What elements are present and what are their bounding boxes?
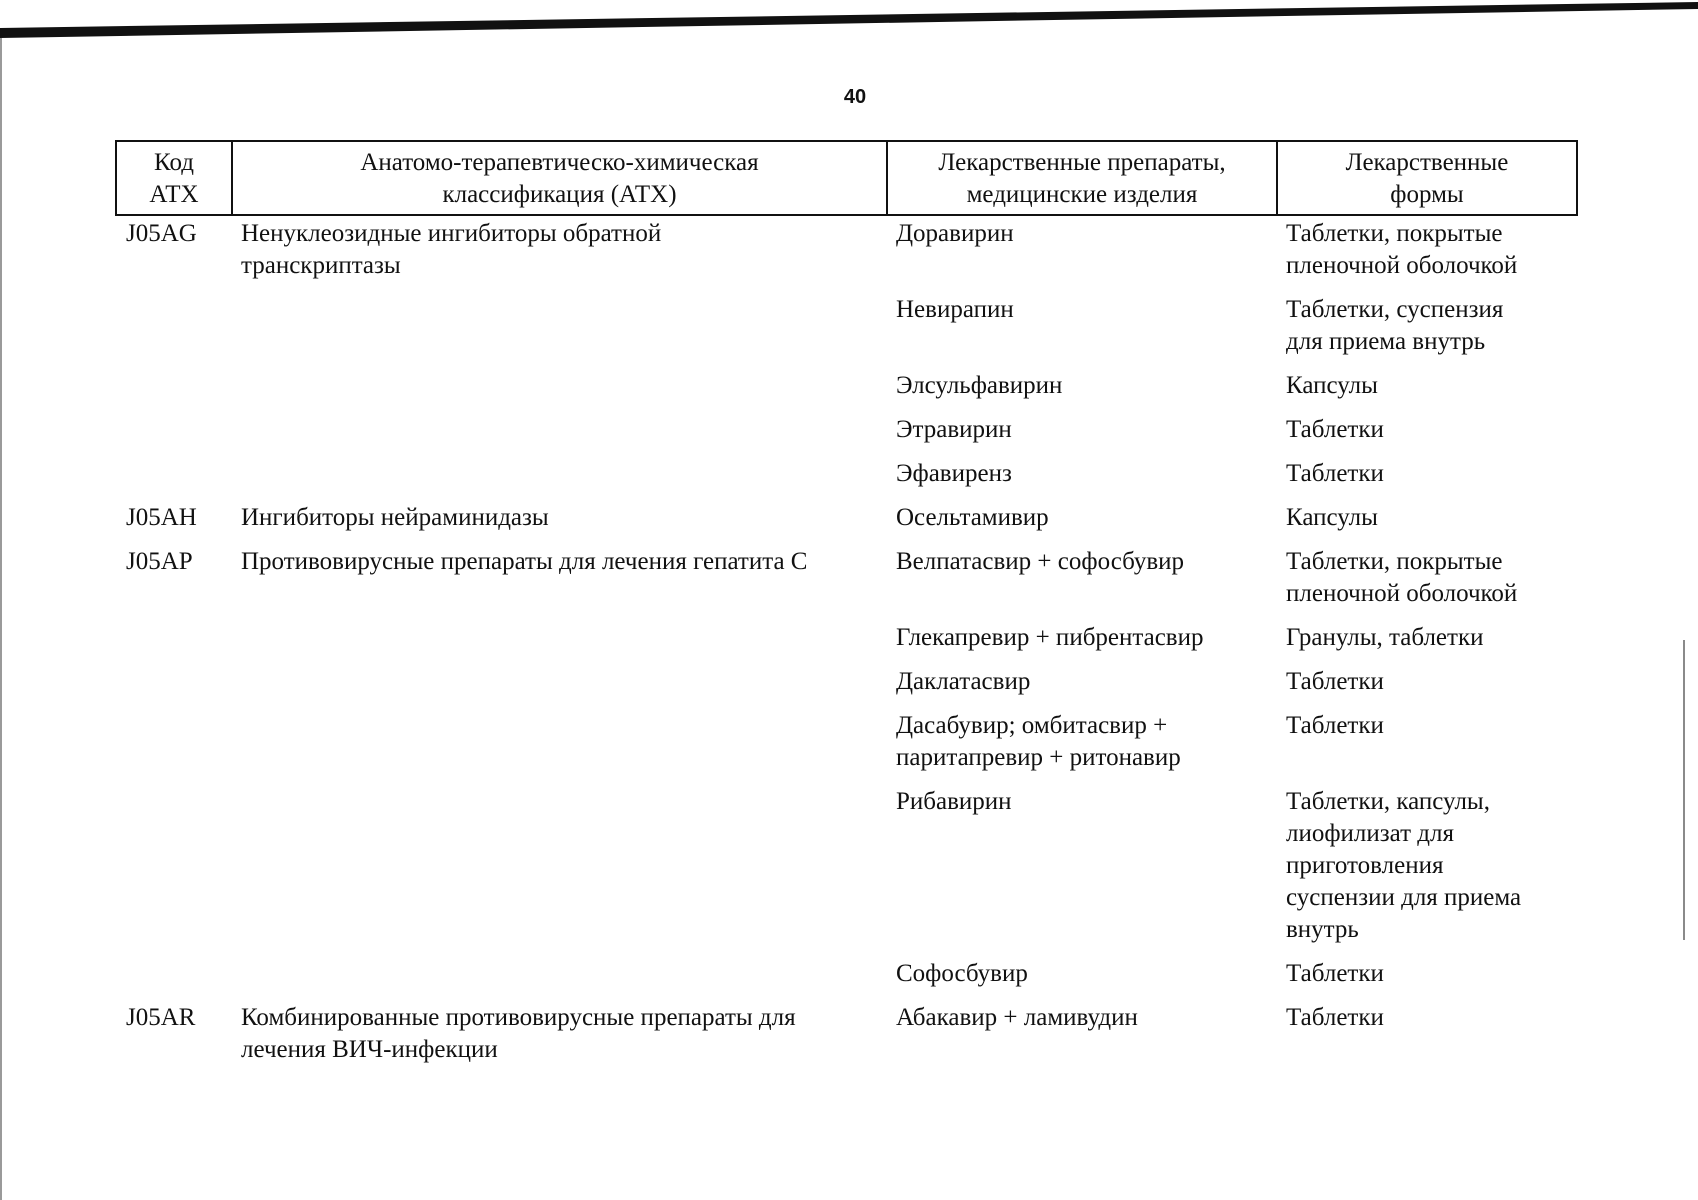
atc-code: J05AG xyxy=(126,220,197,247)
drug-name xyxy=(884,546,1274,610)
table-row xyxy=(115,294,1578,358)
dosage-form xyxy=(1274,622,1578,654)
table-row xyxy=(115,786,1578,946)
drug-name-line: паритапревир + ритонавир xyxy=(896,744,1181,771)
atc-classification xyxy=(229,622,884,654)
atc-classification-line: Ингибиторы нейраминидазы xyxy=(241,504,549,531)
drug-name-line: Невирапин xyxy=(896,296,1014,323)
drug-name xyxy=(884,622,1274,654)
atc-classification-line: Комбинированные противовирусные препараты для xyxy=(241,1004,796,1031)
dosage-form xyxy=(1274,458,1578,490)
atc-code xyxy=(115,294,229,358)
top-border-rule xyxy=(0,0,1698,40)
dosage-form-line: Таблетки, покрытые xyxy=(1286,548,1503,575)
atc-classification xyxy=(229,458,884,490)
atc-classification xyxy=(229,502,884,534)
header-code xyxy=(117,142,231,214)
atc-classification-line: Противовирусные препараты для лечения гепатита С xyxy=(241,548,808,575)
atc-code xyxy=(115,786,229,946)
drug-name xyxy=(884,1002,1274,1066)
header-classification xyxy=(231,142,886,214)
atc-classification xyxy=(229,786,884,946)
dosage-form xyxy=(1274,370,1578,402)
atc-code xyxy=(115,370,229,402)
header-drugs-line: Лекарственные препараты, xyxy=(938,149,1226,176)
atc-classification-line: транскриптазы xyxy=(241,252,401,279)
drug-name xyxy=(884,786,1274,946)
dosage-form-line: суспензии для приема xyxy=(1286,884,1522,911)
header-classification-line: классификация (АТХ) xyxy=(442,181,677,208)
table-row xyxy=(115,622,1578,654)
dosage-form-line: Таблетки xyxy=(1286,712,1384,739)
drug-name-line: Дасабувир; омбитасвир + xyxy=(896,712,1168,739)
atc-classification xyxy=(229,294,884,358)
dosage-form-line: Таблетки xyxy=(1286,668,1384,695)
dosage-form xyxy=(1274,710,1578,774)
drug-name-line: Осельтамивир xyxy=(896,504,1049,531)
atc-code xyxy=(115,666,229,698)
table-row xyxy=(115,414,1578,446)
atc-classification-line: лечения ВИЧ-инфекции xyxy=(241,1036,498,1063)
table-row xyxy=(115,458,1578,490)
atc-classification xyxy=(229,546,884,610)
drug-name xyxy=(884,710,1274,774)
atc-classification xyxy=(229,710,884,774)
dosage-form xyxy=(1274,546,1578,610)
header-classification-line: Анатомо-терапевтическо-химическая xyxy=(360,149,759,176)
dosage-form xyxy=(1274,294,1578,358)
atc-classification xyxy=(229,370,884,402)
dosage-form-line: Таблетки, покрытые xyxy=(1286,220,1503,247)
drug-name-line: Эфавиренз xyxy=(896,460,1012,487)
drug-name xyxy=(884,502,1274,534)
atc-classification xyxy=(229,218,884,282)
table-header xyxy=(115,140,1578,216)
dosage-form xyxy=(1274,958,1578,990)
dosage-form-line: пленочной оболочкой xyxy=(1286,252,1518,279)
header-forms xyxy=(1276,142,1576,214)
table-row xyxy=(115,1002,1578,1066)
dosage-form xyxy=(1274,414,1578,446)
drug-name-line: Этравирин xyxy=(896,416,1012,443)
dosage-form-line: Таблетки xyxy=(1286,460,1384,487)
header-drugs-line: медицинские изделия xyxy=(966,181,1198,208)
drug-name-line: Глекапревир + пибрентасвир xyxy=(896,624,1204,651)
table-row xyxy=(115,666,1578,698)
drug-name xyxy=(884,666,1274,698)
header-code-line: АТХ xyxy=(149,181,199,208)
drug-name-line: Доравирин xyxy=(896,220,1014,247)
atc-code xyxy=(115,414,229,446)
atc-code: J05AR xyxy=(126,1004,196,1031)
drug-name-line: Абакавир + ламивудин xyxy=(896,1004,1138,1031)
header-code-line: Код xyxy=(154,149,194,176)
drug-name-line: Велпатасвир + софосбувир xyxy=(896,548,1185,575)
dosage-form-line: Таблетки, суспензия xyxy=(1286,296,1504,323)
atc-classification xyxy=(229,958,884,990)
drug-name xyxy=(884,218,1274,282)
atc-classification-line: Ненуклеозидные ингибиторы обратной xyxy=(241,220,662,247)
table-row xyxy=(115,370,1578,402)
drug-name xyxy=(884,294,1274,358)
dosage-form-line: Капсулы xyxy=(1286,372,1378,399)
table-row xyxy=(115,502,1578,534)
dosage-form-line: Таблетки xyxy=(1286,416,1384,443)
table-body xyxy=(115,218,1578,1078)
header-drugs xyxy=(886,142,1276,214)
table-row xyxy=(115,218,1578,282)
drug-name-line: Рибавирин xyxy=(896,788,1012,815)
table-row xyxy=(115,958,1578,990)
dosage-form-line: пленочной оболочкой xyxy=(1286,580,1518,607)
dosage-form-line: приготовления xyxy=(1286,852,1444,879)
dosage-form xyxy=(1274,786,1578,946)
dosage-form-line: лиофилизат для xyxy=(1286,820,1454,847)
drug-name xyxy=(884,458,1274,490)
table-row xyxy=(115,546,1578,610)
atc-classification xyxy=(229,666,884,698)
dosage-form xyxy=(1274,502,1578,534)
drug-name-line: Элсульфавирин xyxy=(896,372,1063,399)
atc-classification xyxy=(229,414,884,446)
dosage-form-line: Таблетки xyxy=(1286,1004,1384,1031)
atc-code xyxy=(115,710,229,774)
drug-name xyxy=(884,370,1274,402)
left-page-edge xyxy=(0,38,2,1200)
dosage-form-line: Таблетки xyxy=(1286,960,1384,987)
atc-code xyxy=(115,458,229,490)
dosage-form-line: внутрь xyxy=(1286,916,1359,943)
drug-name xyxy=(884,414,1274,446)
header-forms-line: Лекарственные xyxy=(1345,149,1509,176)
dosage-form xyxy=(1274,218,1578,282)
dosage-form xyxy=(1274,666,1578,698)
dosage-form-line: для приема внутрь xyxy=(1286,328,1486,355)
atc-code xyxy=(115,622,229,654)
dosage-form-line: Капсулы xyxy=(1286,504,1378,531)
header-forms-line: формы xyxy=(1390,181,1464,208)
dosage-form-line: Гранулы, таблетки xyxy=(1286,624,1484,651)
page-number: 40 xyxy=(843,86,867,108)
dosage-form-line: Таблетки, капсулы, xyxy=(1286,788,1490,815)
atc-code: J05AP xyxy=(126,548,193,575)
drug-name-line: Софосбувир xyxy=(896,960,1028,987)
right-page-edge xyxy=(1683,640,1685,940)
drug-name-line: Даклатасвир xyxy=(896,668,1031,695)
atc-code xyxy=(115,958,229,990)
atc-code: J05AH xyxy=(126,504,197,531)
dosage-form xyxy=(1274,1002,1578,1066)
table-row xyxy=(115,710,1578,774)
atc-classification xyxy=(229,1002,884,1066)
drug-name xyxy=(884,958,1274,990)
